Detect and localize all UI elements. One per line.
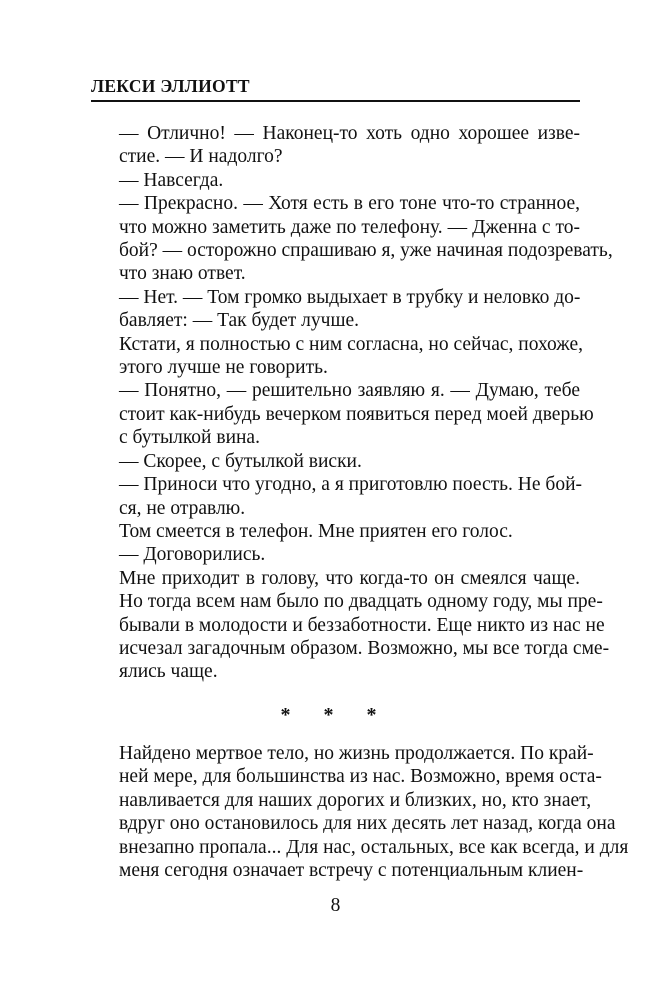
text-line: ней мере, для большинства из нас. Возможно, время оста- <box>119 766 602 788</box>
text-line: — Приноси что угодно, а я приготовлю поесть. Не бой- <box>119 474 583 496</box>
text-line: бывали в молодости и беззаботности. Еще никто из нас не <box>119 614 605 636</box>
paragraph <box>91 122 580 169</box>
paragraph <box>91 286 580 333</box>
text-line: Кстати, я полностью с ним согласна, но сейчас, похоже, <box>119 333 584 355</box>
header-rule <box>91 100 580 102</box>
text-block-2 <box>91 742 629 882</box>
text-line: Найдено мертвое тело, но жизнь продолжается. По край- <box>119 743 594 764</box>
paragraph <box>91 379 594 449</box>
text-line: вдруг оно остановилось для них десять лет назад, когда она <box>119 813 616 835</box>
running-header: ЛЕКСИ ЭЛЛИОТТ <box>91 76 250 96</box>
paragraph <box>91 543 580 566</box>
text-line: — Отлично! — Наконец-то хоть одно хорошее изве- <box>119 123 580 144</box>
paragraph <box>91 520 580 543</box>
text-line: этого лучше не говорить. <box>119 357 328 379</box>
text-line: исчезал загадочным образом. Возможно, мы все тогда сме- <box>119 637 610 659</box>
text-line: стие. — И надолго? <box>119 146 283 168</box>
text-line: — Понятно, — решительно заявляю я. — Думаю, тебе <box>119 380 580 402</box>
section-separator: * * * <box>280 704 391 726</box>
text-line: что можно заметить даже по телефону. — Дженна с то- <box>119 216 580 238</box>
text-line: бой? — осторожно спрашиваю я, уже начиная подозревать, <box>119 240 613 262</box>
text-line: — Прекрасно. — Хотя есть в его тоне что-то странное, <box>119 193 580 215</box>
paragraph <box>91 192 613 286</box>
text-line: меня сегодня означает встречу с потенциальным клиен- <box>119 860 584 882</box>
text-line: Но тогда всем нам было по двадцать одному году, мы пре- <box>119 591 603 613</box>
text-line: внезапно пропала... Для нас, остальных, все как всегда, и для <box>119 836 629 858</box>
text-line: стоит как-нибудь вечерком появиться перед моей дверью <box>119 403 594 425</box>
paragraph <box>91 450 580 473</box>
paragraph <box>91 742 629 882</box>
text-line: — Скорее, с бутылкой виски. <box>119 450 362 472</box>
text-line: ялись чаще. <box>119 661 218 683</box>
paragraph <box>91 567 610 684</box>
text-line: бавляет: — Так будет лучше. <box>119 310 360 332</box>
text-line: — Нет. — Том громко выдыхает в трубку и неловко до- <box>119 286 581 308</box>
paragraph <box>91 169 580 192</box>
paragraph <box>91 473 583 520</box>
paragraph <box>91 333 584 380</box>
text-line: навливается для наших дорогих и близких, но, кто знает, <box>119 789 592 811</box>
text-line: Мне приходит в голову, что когда-то он смеялся чаще. <box>119 567 580 589</box>
text-line: что знаю ответ. <box>119 263 246 285</box>
text-line: с бутылкой вина. <box>119 427 260 449</box>
text-block-1 <box>91 122 613 684</box>
text-line: — Договорились. <box>119 544 266 566</box>
text-line: Том смеется в телефон. Мне приятен его голос. <box>119 520 513 542</box>
page-number: 8 <box>330 895 341 916</box>
text-line: ся, не отравлю. <box>119 497 246 519</box>
text-line: — Навсегда. <box>119 169 224 191</box>
